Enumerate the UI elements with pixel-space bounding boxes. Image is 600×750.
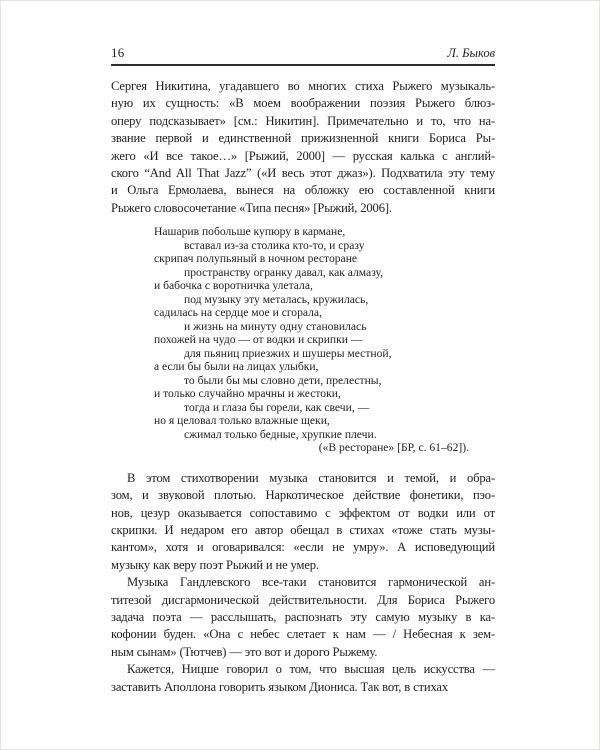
paragraph-line: нов, цезур оказывается сопоставимо с эффектом от водки или от xyxy=(111,505,495,520)
poem-line: похожей на чудо — от водки и скрипки — xyxy=(154,333,363,347)
paragraph-line: оперу подсказывает» [см.: Никитин]. Примечательно и то, что на- xyxy=(111,113,495,128)
poem-line: Нашарив побольше купюру в кармане, xyxy=(154,225,346,239)
poem-line: и бабочка с воротничка улетала, xyxy=(154,279,313,293)
poem-line: но я целовал только влажные щеки, xyxy=(154,414,330,428)
paragraph-line: Кажется, Ницше говорил о том, что высшая цель искусства — xyxy=(127,662,495,677)
paragraph-line: кофонии буден. «Она с небес слетает к нам — / Небесная к зем- xyxy=(111,627,495,642)
paragraph-line: Музыка Гандлевского все-таки становится гармонической ан- xyxy=(127,575,495,590)
paragraph-line: скрипки. И недаром его автор обещал в стихах «тоже стать музы- xyxy=(111,522,495,537)
paragraph xyxy=(111,470,495,574)
paragraph-line: жего «И все такое…» [Рыжий, 2000] — русская калька с англий- xyxy=(111,148,495,163)
paragraph-line: Рыжего словосочетание «Типа песня» [Рыжий, 2006]. xyxy=(111,200,392,215)
paragraph xyxy=(111,661,495,696)
paragraph-line: ную их сущность: «В моем воображении поэзия Рыжего блюз- xyxy=(111,96,495,111)
running-head-author: Л. Быков xyxy=(447,46,495,60)
poem-line: и только случайно мрачны и жестоки, xyxy=(154,387,341,401)
paragraph xyxy=(111,574,495,661)
paragraph-line: ского “And All That Jazz” («И весь этот джаз»). Подхватила эту тему xyxy=(111,166,495,181)
page-header xyxy=(111,45,495,66)
paragraph-line: звание первой и единственной прижизненной книги Бориса Ры- xyxy=(111,131,495,146)
poem-line: садилась на сердце мое и сгорала, xyxy=(154,306,322,320)
paragraph xyxy=(111,78,495,217)
poem-line: вставал из-за столика кто-то, и сразу xyxy=(184,238,365,252)
poem-line: скрипач полупьяный в ночном ресторане xyxy=(154,252,358,266)
poem-line: и жизнь на минуту одну становилась xyxy=(184,319,367,333)
poem-line: то были бы мы словно дети, прелестны, xyxy=(184,373,382,387)
paragraph-line: задача поэта — расслышать, распознать эту самую музыку в ка- xyxy=(111,610,495,624)
paragraph-line: ным сынам» (Тютчев) — это вот и дорого Рыжему. xyxy=(111,644,378,659)
paragraph-line: В этом стихотворении музыка становится и темой, и обра- xyxy=(127,470,495,485)
poem-attribution: («В ресторане» [БР, с. 61–62]). xyxy=(318,441,469,455)
paragraph-line: и Ольга Ермолаева, вынеся на обложку ею составленной книги xyxy=(111,183,495,198)
page-number: 16 xyxy=(111,45,125,60)
page-content-area xyxy=(111,45,495,696)
poem-quotation xyxy=(111,225,495,455)
poem-line: а если бы были на лицах улыбки, xyxy=(154,360,319,374)
poem-line: тогда и глаза бы горели, как свечи, — xyxy=(184,400,370,414)
paragraph-line: музыку как веру поэт Рыжий и не умер. xyxy=(111,557,319,572)
paragraph-line: Сергея Никитина, угадавшего во многих стиха Рыжего музыкаль- xyxy=(111,79,495,93)
page-body xyxy=(111,78,495,696)
poem-line: под музыку эту металась, кружилась, xyxy=(184,292,369,306)
paragraph-line: зом, и звуковой плотью. Наркотическое действие фонетики, пэо- xyxy=(111,488,495,503)
poem-line: пространству огранку давал, как алмазу, xyxy=(184,265,384,279)
poem-line: для пьяниц приезжих и шушеры местной, xyxy=(184,346,392,360)
paragraph-line: кантом», хотя и оговаривался: «если не умру». А исповедующий xyxy=(111,540,495,555)
poem-line: сжимал только бедные, хрупкие плечи. xyxy=(184,427,377,441)
paragraph-line: заставить Аполлона говорить языком Диониса. Так вот, в стихах xyxy=(111,679,449,694)
paragraph-line: титезой дисгармонической действительности. Для Бориса Рыжего xyxy=(111,592,495,607)
